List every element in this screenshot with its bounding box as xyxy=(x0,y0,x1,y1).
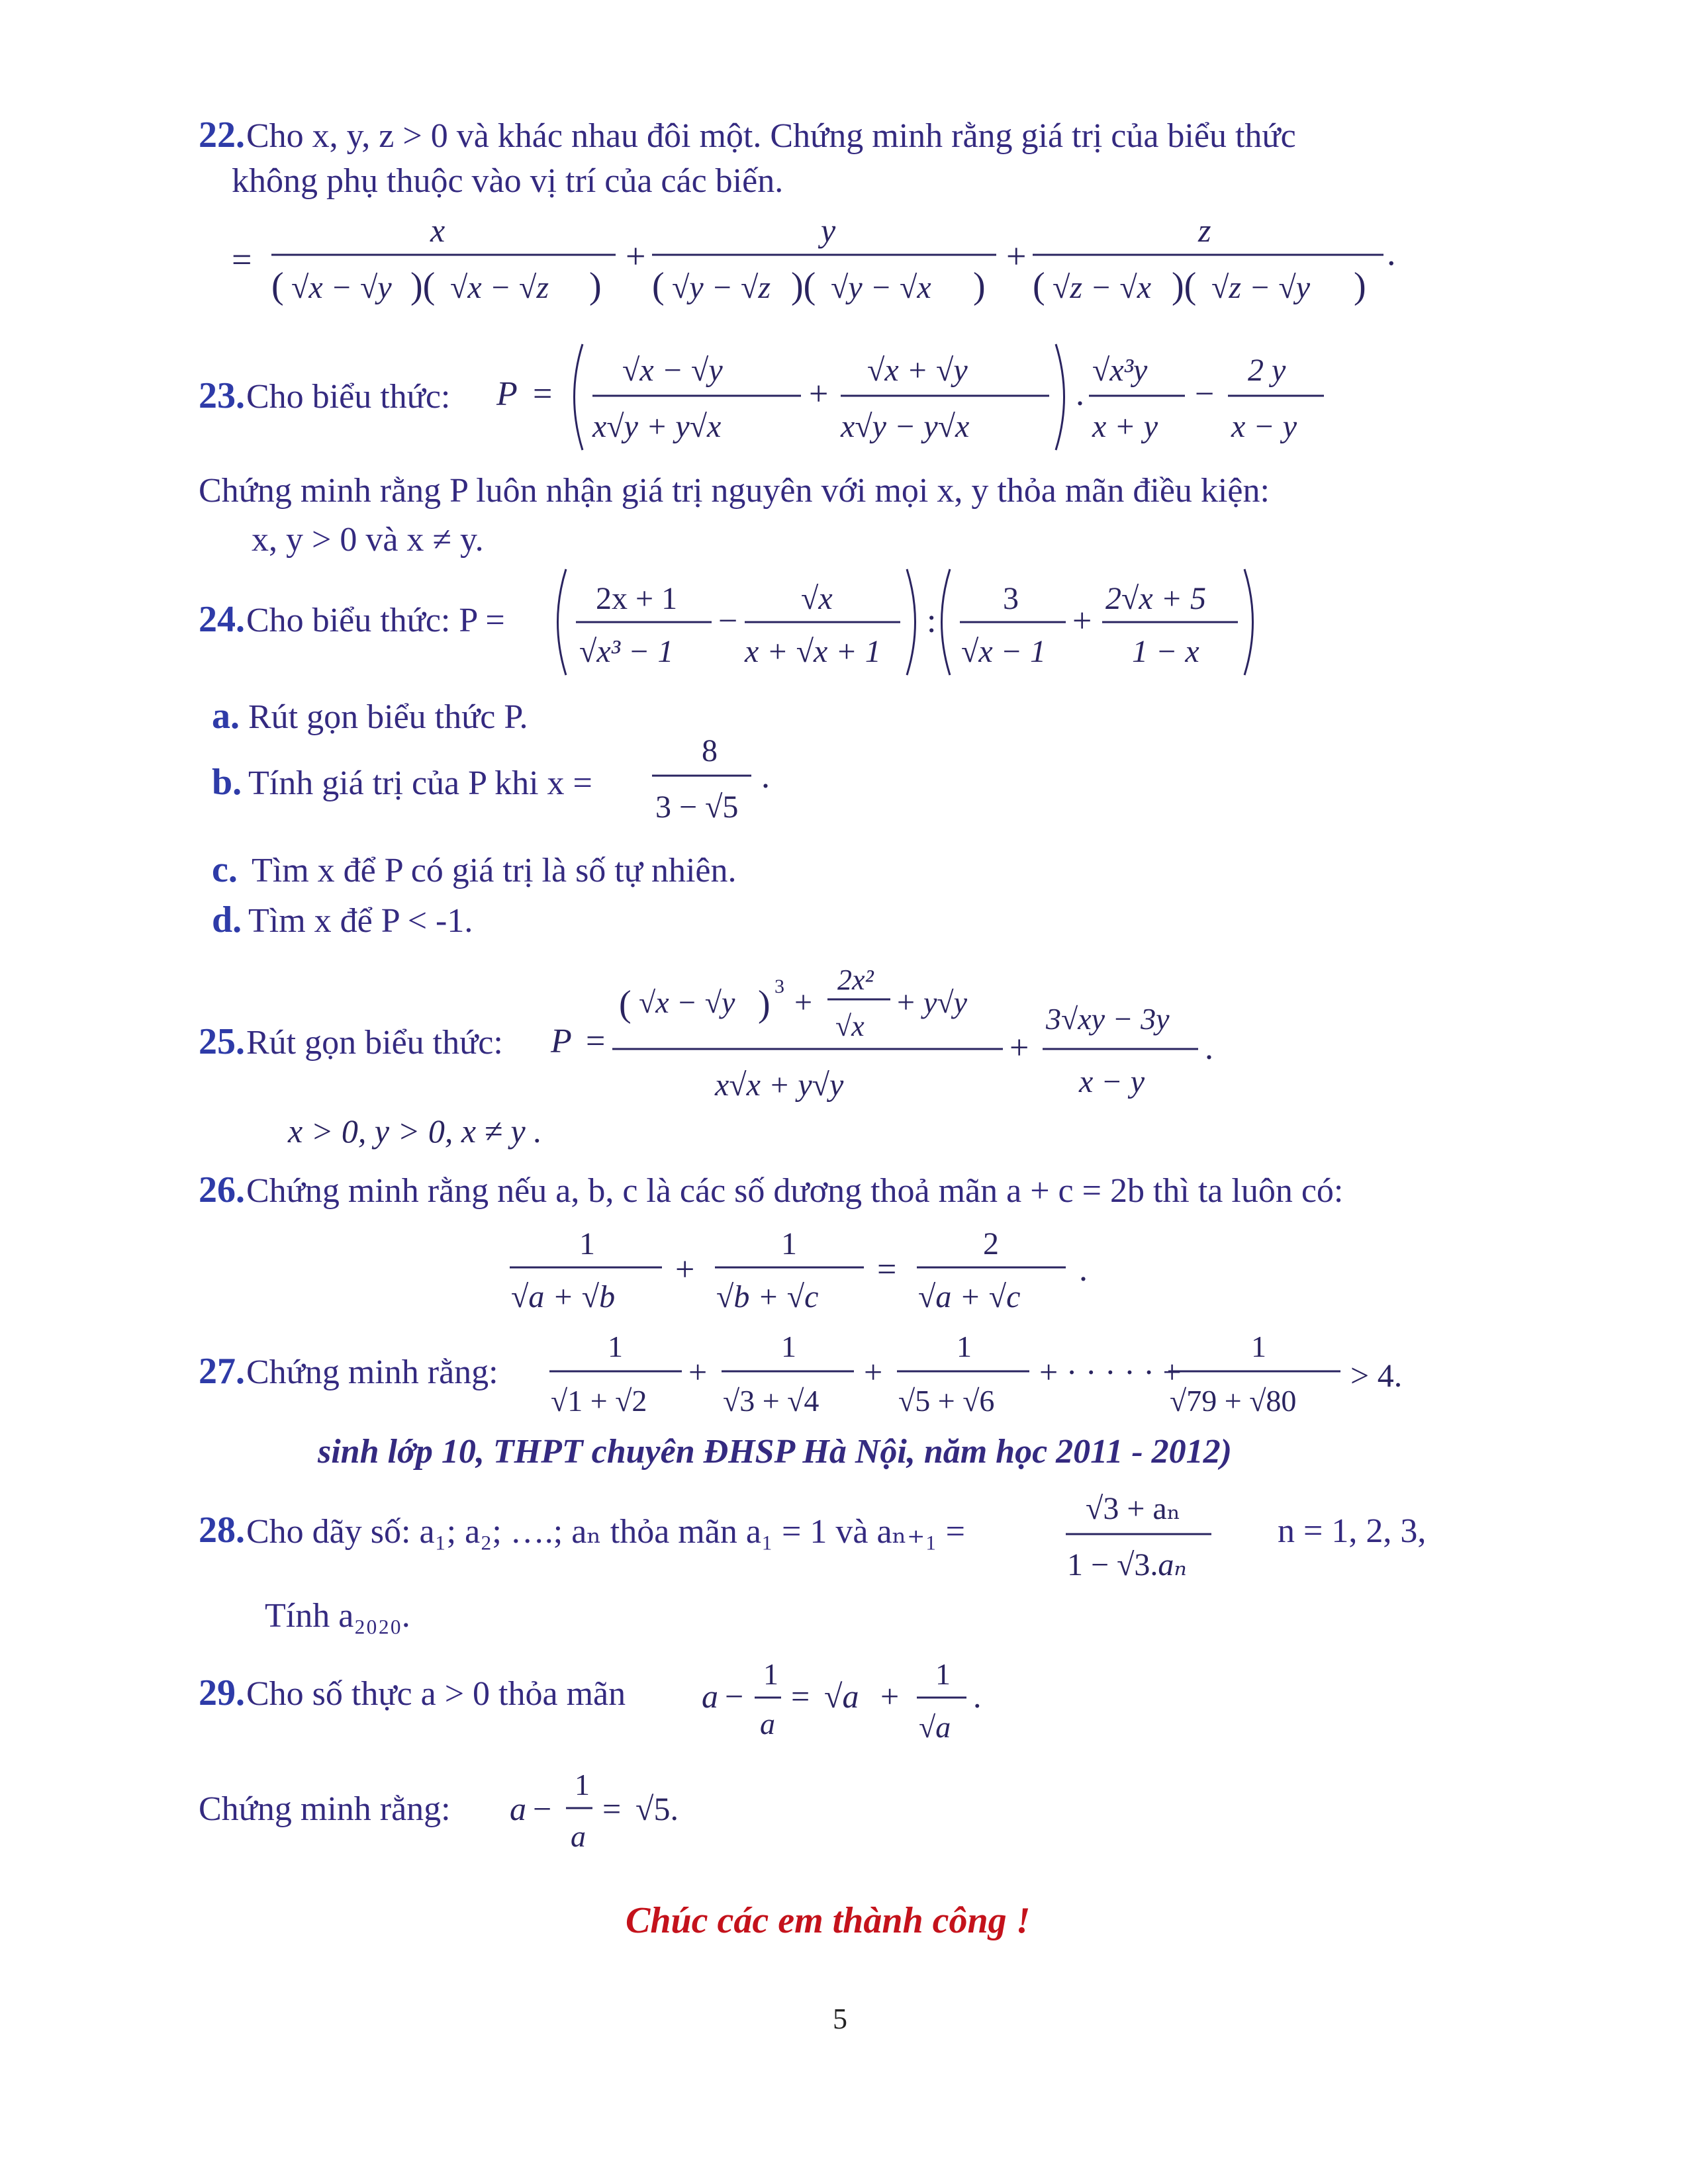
svg-text:√x − √y: √x − √y xyxy=(639,985,735,1019)
problem-22-number: 22. xyxy=(199,114,245,156)
svg-text:+: + xyxy=(897,985,915,1020)
svg-text:1 − √3.aₙ: 1 − √3.aₙ xyxy=(1067,1547,1187,1582)
svg-text:√b + √c: √b + √c xyxy=(716,1279,819,1314)
svg-text:8: 8 xyxy=(702,733,718,768)
svg-text:√3 + aₙ: √3 + aₙ xyxy=(1086,1491,1181,1526)
page-number: 5 xyxy=(833,2003,847,2035)
svg-text:1: 1 xyxy=(763,1657,778,1691)
svg-text:√z − √x: √z − √x xyxy=(1053,270,1152,305)
svg-text:2√x + 5: 2√x + 5 xyxy=(1105,581,1207,616)
svg-text:√y − √z: √y − √z xyxy=(672,270,771,305)
svg-text:> 4.: > 4. xyxy=(1350,1357,1403,1394)
svg-text:P: P xyxy=(551,1023,572,1060)
svg-text:√79 + √80: √79 + √80 xyxy=(1170,1384,1297,1418)
problem-29-lead: Cho số thực a > 0 thỏa mãn xyxy=(246,1675,626,1713)
svg-text:)(: )( xyxy=(791,265,816,306)
svg-text:x − y: x − y xyxy=(1231,409,1297,444)
problem-29-number: 29. xyxy=(199,1672,245,1713)
problem-26-number: 26. xyxy=(199,1169,245,1210)
closing-message: Chúc các em thành công ! xyxy=(626,1900,1031,1941)
svg-text:√a: √a xyxy=(919,1710,951,1744)
problem-24-part-b-label: b. xyxy=(212,762,242,803)
problem-24-number: 24. xyxy=(199,599,245,640)
svg-text:+: + xyxy=(809,375,829,413)
svg-text:1: 1 xyxy=(575,1768,590,1801)
problem-28-tail: n = 1, 2, 3, xyxy=(1278,1512,1427,1550)
svg-text:2: 2 xyxy=(983,1226,999,1261)
svg-text:+ · · · · · +: + · · · · · + xyxy=(1039,1353,1182,1390)
svg-text:3 − √5: 3 − √5 xyxy=(655,790,739,825)
svg-text:): ) xyxy=(758,983,771,1024)
svg-text:(: ( xyxy=(652,265,665,306)
svg-text:1: 1 xyxy=(935,1657,951,1691)
svg-text:(: ( xyxy=(271,265,284,306)
svg-text:): ) xyxy=(973,265,986,306)
problem-24-part-b-text: Tính giá trị của P khi x = xyxy=(248,764,592,802)
problem-24-lead: Cho biểu thức: P = xyxy=(246,602,505,639)
svg-text:1: 1 xyxy=(781,1226,797,1261)
svg-text:x − y: x − y xyxy=(1079,1064,1145,1099)
svg-text:2x²: 2x² xyxy=(837,964,874,996)
svg-text:)(: )( xyxy=(410,265,436,306)
svg-text:−: − xyxy=(725,1678,744,1715)
svg-text:)(: )( xyxy=(1172,265,1197,306)
svg-text:=: = xyxy=(533,375,553,413)
problem-24-part-a-text: Rút gọn biểu thức P. xyxy=(248,698,528,736)
svg-text:√5 + √6: √5 + √6 xyxy=(898,1384,995,1418)
svg-text:√x: √x xyxy=(801,581,833,616)
svg-text:.: . xyxy=(973,1678,982,1715)
svg-text:√x − √y: √x − √y xyxy=(291,270,392,305)
svg-text:.: . xyxy=(1079,1251,1088,1289)
svg-text:+: + xyxy=(1072,602,1092,640)
problem-22-line1: Cho x, y, z > 0 và khác nhau đôi một. Chứng minh rằng giá trị của biểu thức xyxy=(246,117,1296,155)
svg-text:−: − xyxy=(718,602,738,640)
svg-text:−: − xyxy=(533,1790,552,1827)
svg-text:.: . xyxy=(1205,1029,1213,1067)
problem-23-lead: Cho biểu thức: xyxy=(246,378,451,416)
svg-text:1: 1 xyxy=(608,1330,623,1363)
svg-text:√x − 1: √x − 1 xyxy=(961,634,1047,669)
problem-24-part-c-text: Tìm x để P có giá trị là số tự nhiên. xyxy=(252,852,737,889)
svg-text:√a + √b: √a + √b xyxy=(511,1279,616,1314)
svg-text:√x + √y: √x + √y xyxy=(867,353,968,388)
svg-text:.: . xyxy=(761,758,770,796)
svg-text:a: a xyxy=(571,1819,586,1853)
svg-text:+: + xyxy=(864,1353,883,1390)
problem-24-part-d-label: d. xyxy=(212,899,242,940)
svg-text:√a: √a xyxy=(824,1678,859,1715)
svg-text:a: a xyxy=(760,1707,775,1741)
svg-text:z: z xyxy=(1198,212,1211,249)
svg-text:√x³ − 1: √x³ − 1 xyxy=(579,634,674,669)
svg-text:y√y: y√y xyxy=(923,985,968,1019)
svg-text:+: + xyxy=(794,985,813,1020)
svg-text:x√x + y√y: x√x + y√y xyxy=(715,1068,844,1103)
svg-text:1: 1 xyxy=(1251,1330,1266,1363)
problem-23-line3: x, y > 0 và x ≠ y. xyxy=(252,521,484,559)
svg-text:.: . xyxy=(1387,233,1396,273)
problem-25-lead: Rút gọn biểu thức: xyxy=(246,1024,503,1062)
svg-text:x: x xyxy=(430,212,445,249)
problem-27-lead: Chứng minh rằng: xyxy=(246,1353,498,1391)
problem-28-number: 28. xyxy=(199,1510,245,1551)
svg-text:2 y: 2 y xyxy=(1248,353,1286,388)
svg-text:y: y xyxy=(821,212,836,249)
problem-23-number: 23. xyxy=(199,375,245,416)
svg-text:√x: √x xyxy=(835,1010,865,1042)
problem-25-number: 25. xyxy=(199,1021,245,1062)
svg-text:): ) xyxy=(589,265,602,306)
svg-text:1: 1 xyxy=(781,1330,796,1363)
svg-text:+: + xyxy=(880,1678,900,1715)
problem-27-source: sinh lớp 10, THPT chuyên ĐHSP Hà Nội, năm học 2011 - 2012) xyxy=(318,1433,1232,1471)
svg-text:(: ( xyxy=(619,983,632,1024)
svg-text:+: + xyxy=(1006,236,1027,276)
problem-23-line2: Chứng minh rằng P luôn nhận giá trị nguyên với mọi x, y thỏa mãn điều kiện: xyxy=(199,472,1270,510)
svg-text:+: + xyxy=(675,1251,695,1289)
svg-text:√a + √c: √a + √c xyxy=(918,1279,1021,1314)
svg-text:√3 + √4: √3 + √4 xyxy=(723,1384,820,1418)
svg-text:x + √x + 1: x + √x + 1 xyxy=(745,634,881,669)
problem-24-part-d-text: Tìm x để P < -1. xyxy=(248,902,473,940)
svg-text:1 − x: 1 − x xyxy=(1132,634,1199,669)
problem-25-condition: x > 0, y > 0, x ≠ y . xyxy=(288,1113,542,1150)
svg-text:(: ( xyxy=(1033,265,1045,306)
problem-26-lead: Chứng minh rằng nếu a, b, c là các số dương thoả mãn a + c = 2b thì ta luôn có: xyxy=(246,1172,1344,1210)
svg-text:+: + xyxy=(626,236,646,276)
svg-text:x + y: x + y xyxy=(1092,409,1158,444)
svg-text:√1 + √2: √1 + √2 xyxy=(551,1384,647,1418)
svg-text:3: 3 xyxy=(774,976,784,997)
svg-text:√y − √x: √y − √x xyxy=(831,270,931,305)
svg-text::: : xyxy=(927,602,937,640)
problem-22-line2: không phụ thuộc vào vị trí của các biến. xyxy=(232,162,784,200)
svg-text:+: + xyxy=(1009,1029,1029,1067)
svg-text:√z − √y: √z − √y xyxy=(1211,270,1311,305)
svg-text:2x + 1: 2x + 1 xyxy=(596,581,678,616)
problem-24-part-a-label: a. xyxy=(212,696,240,737)
svg-text:1: 1 xyxy=(579,1226,595,1261)
svg-text:√x − √y: √x − √y xyxy=(622,353,723,388)
svg-text:a: a xyxy=(702,1678,718,1715)
svg-text:3: 3 xyxy=(1003,581,1019,616)
svg-text:−: − xyxy=(1195,375,1215,413)
problem-28-line2: Tính a₂₀₂₀. xyxy=(265,1597,410,1635)
svg-text:): ) xyxy=(1354,265,1366,306)
svg-text:=: = xyxy=(586,1023,606,1060)
svg-text:.: . xyxy=(1076,375,1084,413)
svg-text:P: P xyxy=(496,375,518,413)
svg-text:=: = xyxy=(791,1678,810,1715)
svg-text:x√y + y√x: x√y + y√x xyxy=(592,409,722,444)
svg-text:=: = xyxy=(602,1790,622,1827)
svg-text:√x³y: √x³y xyxy=(1092,353,1148,388)
svg-text:3√xy − 3y: 3√xy − 3y xyxy=(1046,1002,1170,1036)
problem-24-part-c-label: c. xyxy=(212,849,238,890)
problem-28-lead: Cho dãy số: a₁; a₂; ….; aₙ thỏa mãn a₁ = 1 và aₙ₊₁ = xyxy=(246,1513,965,1551)
problem-27-number: 27. xyxy=(199,1351,245,1392)
problem-29-line2: Chứng minh rằng: xyxy=(199,1790,451,1828)
svg-text:=: = xyxy=(232,240,252,279)
svg-text:x√y − y√x: x√y − y√x xyxy=(841,409,970,444)
svg-text:√5.: √5. xyxy=(635,1790,679,1827)
svg-text:√x − √z: √x − √z xyxy=(450,270,549,305)
svg-text:=: = xyxy=(877,1251,897,1289)
svg-text:+: + xyxy=(688,1353,708,1390)
svg-text:a: a xyxy=(510,1790,526,1827)
svg-text:1: 1 xyxy=(957,1330,972,1363)
